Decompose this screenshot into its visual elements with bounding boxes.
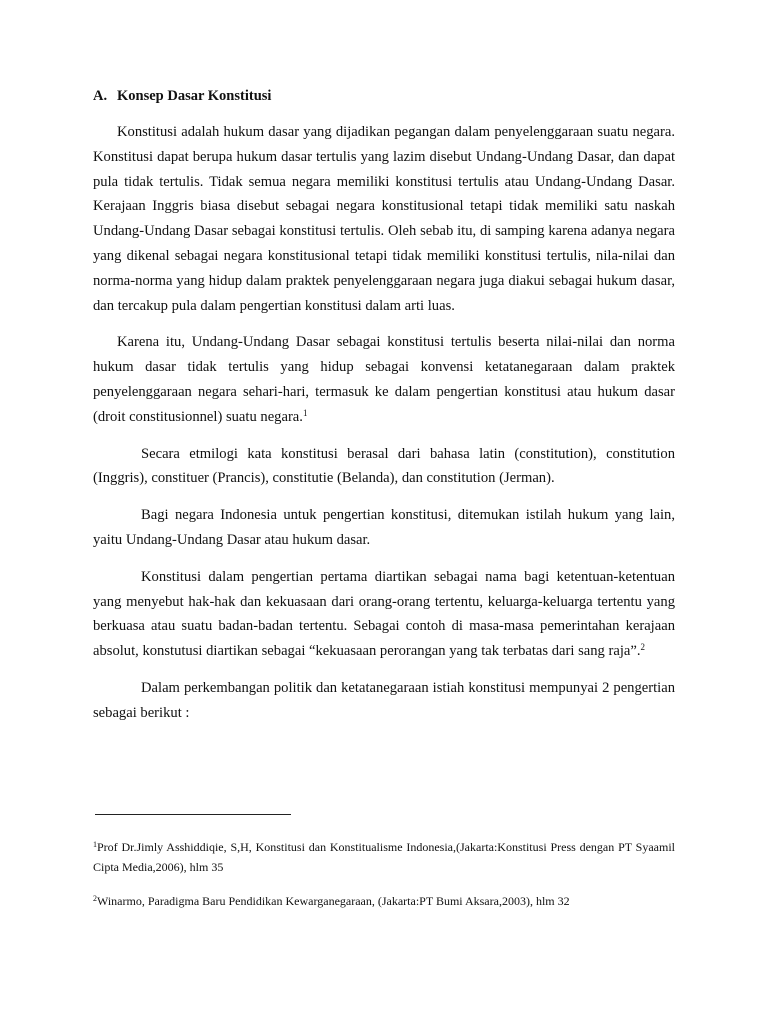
- footnote-text: Prof Dr.Jimly Asshiddiqie, S,H, Konstitusi dan Konstitualisme Indonesia,(Jakarta:Konstitusi Press dengan PT Syaamil Cipta Media,2006), hlm 35: [93, 840, 675, 874]
- paragraph-5-text: Konstitusi dalam pengertian pertama diartikan sebagai nama bagi ketentuan-ketentuan yang menyebut hak-hak dan kekuasaan dari orang-orang tertentu, keluarga-keluarga tertentu yang berkuasa atau suatu badan-badan tertentu. Sebagai contoh di masa-masa pemerintahan kerajaan absolut, konstutusi diartikan sebagai “kekuasaan perorangan yang tak terbatas dari sang raja”.: [93, 568, 675, 660]
- paragraph-1-text: Konstitusi adalah hukum dasar yang dijadikan pegangan dalam penyelenggaraan suatu negara. Konstitusi dapat berupa hukum dasar tertulis yang lazim disebut Undang-Undang Dasar, dan dapat pula tidak tertulis. Tidak semua negara memiliki konstitusi tertulis atau Undang-Undang Dasar. Kerajaan Inggris biasa disebut sebagai negara konstitusional tetapi tidak memiliki satu naskah Undang-Undang Dasar sebagai konstitusi tertulis. Oleh sebab itu, di samping karena adanya negara yang dikenal sebagai negara konstitusional tetapi tidak memiliki konstitusi tertulis, nila-nilai dan norma-norma yang hidup dalam praktek penyelenggaraan negara juga diakui sebagai hukum dasar, dan tercakup pula dalam pengertian konstitusi dalam arti luas.: [93, 124, 675, 314]
- paragraph-3: [93, 442, 675, 492]
- footnote-ref-1[interactable]: 1: [302, 407, 308, 418]
- footnote-ref-2[interactable]: 2: [640, 642, 645, 653]
- paragraph-3-text: Secara etmilogi kata konstitusi berasal dari bahasa latin (constitution), constitution (Inggris), constituer (Prancis), constitutie (Belanda), dan constitution (Jerman).: [93, 445, 675, 487]
- paragraph-4-text: Bagi negara Indonesia untuk pengertian konstitusi, ditemukan istilah hukum yang lain, yaitu Undang-Undang Dasar atau hukum dasar.: [93, 507, 675, 548]
- footnote-number: 1: [93, 840, 97, 849]
- footnote-text: Winarmo, Paradigma Baru Pendidikan Kewarganegaraan, (Jakarta:PT Bumi Aksara,2003), hlm 32: [97, 894, 570, 908]
- paragraph-4: [93, 503, 675, 553]
- paragraph-6: [93, 676, 675, 726]
- paragraph-1: [93, 120, 675, 318]
- section-title: Konsep Dasar Konstitusi: [117, 88, 272, 104]
- paragraph-2-text: Karena itu, Undang-Undang Dasar sebagai konstitusi tertulis beserta nilai-nilai dan norma hukum dasar tidak tertulis yang hidup sebagai konvensi ketatanegaraan dalam praktek penyelenggaraan negara sehari-hari, termasuk ke dalam pengertian konstitusi atau hukum dasar (droit constitusionnel) suatu negara.: [93, 334, 675, 425]
- paragraph-6-text: Dalam perkembangan politik dan ketatanegaraan istiah konstitusi mempunyai 2 pengertian sebagai berikut :: [93, 679, 675, 721]
- section-letter: A.: [93, 88, 108, 104]
- paragraph-2: [93, 330, 675, 429]
- footnote-2: [93, 891, 675, 911]
- footnote-1: [93, 837, 675, 877]
- document-body: [93, 86, 675, 738]
- section-heading: [93, 86, 675, 106]
- footnotes: [93, 837, 675, 925]
- footnote-divider: [95, 814, 291, 815]
- footnote-number: 2: [93, 894, 97, 903]
- paragraph-5: [93, 565, 675, 664]
